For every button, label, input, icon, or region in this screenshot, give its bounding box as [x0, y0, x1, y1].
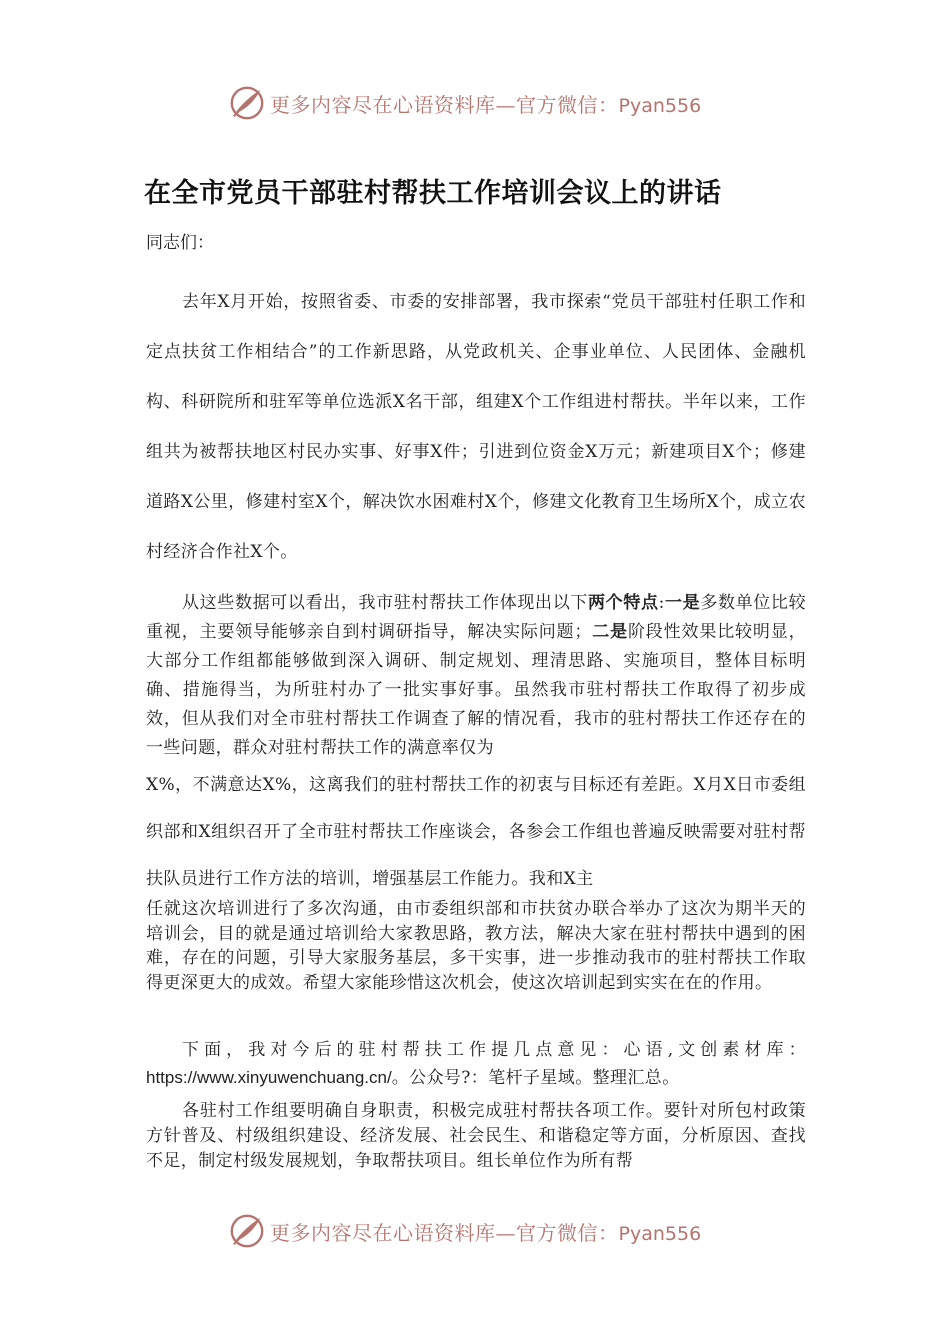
paragraph-2-part-1: 从这些数据可以看出，我市驻村帮扶工作体现出以下两个特点:一是多数单位比较重视，主要领导能够亲自到村调研指导，解决实际问题；二是阶段性效果比较明显，大部分工作组都能够做到深入调研、制定规划、理清思路、实施项目，整体目标明确、措施得当，为所驻村办了一批实事好事。虽然我市驻村帮扶工作取得了初步成效，但从我们对全市驻村帮扶工作调查了解的情况看，我市的驻村帮扶工作还存在的一些问题，群众对驻村帮扶工作的满意率仅为: [146, 593, 806, 758]
paragraph-2-part-2: X%，不满意达X%，这离我们的驻村帮扶工作的初衷与目标还有差距。X月X日市委组织部和X组织召开了全市驻村帮扶工作座谈会，各参会工作组也普遍反映需要对驻村帮扶队员进行工作方法的培训，增强基层工作能力。我和X主: [146, 775, 806, 889]
paragraph-1: 去年X月开始，按照省委、市委的安排部署，我市探索“党员干部驻村任职工作和定点扶贫工作相结合”的工作新思路，从党政机关、企事业单位、人民团体、金融机构、科研院所和驻军等单位选派X名干部，组建X个工作组进村帮扶。半年以来，工作组共为被帮扶地区村民办实事、好事X件；引进到位资金X万元；新建项目X个；修建道路X公里，修建村室X个，解决饮水困难村X个，修建文化教育卫生场所X个，成立农村经济合作社X个。: [146, 292, 806, 562]
page-title: 在全市党员干部驻村帮扶工作培训会议上的讲话: [144, 178, 722, 209]
paragraph-4: 各驻村工作组要明确自身职责，积极完成驻村帮扶各项工作。要针对所包村政策方针普及、村级组织建设、经济发展、社会民生、和谐稳定等方面，分析原因、查找不足，制定村级发展规划，争取帮扶项目。组长单位作为所有帮: [146, 1101, 806, 1171]
wechat-id: Pyan556: [618, 94, 702, 117]
wechat-id: Pyan556: [618, 1222, 702, 1245]
banner-text: 更多内容尽在心语资料库—官方微信：Pyan556: [270, 1220, 702, 1245]
header-banner: [0, 80, 950, 126]
footer-banner: [0, 1208, 950, 1254]
banner-text: 更多内容尽在心语资料库—官方微信：Pyan556: [270, 92, 702, 117]
source-url-link[interactable]: https://www.xinyuwenchuang.cn/: [146, 1068, 392, 1087]
paragraph-2-part-3: 任就这次培训进行了多次沟通，由市委组织部和市扶贫办联合举办了这次为期半天的培训会，目的就是通过培训给大家教思路，教方法，解决大家在驻村帮扶中遇到的困难，存在的问题，引导大家服务基层，多干实事，进一步推动我市的驻村帮扶工作取得更深更大的成效。希望大家能珍惜这次机会，使这次培训起到实实在在的作用。: [146, 899, 806, 993]
paragraph-3: 下面，我对今后的驻村帮扶工作提几点意见：心语,文创素材库：https://www.xinyuwenchuang.cn/。公众号?：笔杆子星域。整理汇总。: [146, 1040, 806, 1088]
quill-logo-icon: [228, 1212, 266, 1250]
salutation: 同志们：: [146, 233, 214, 253]
quill-logo-icon: [228, 84, 266, 122]
